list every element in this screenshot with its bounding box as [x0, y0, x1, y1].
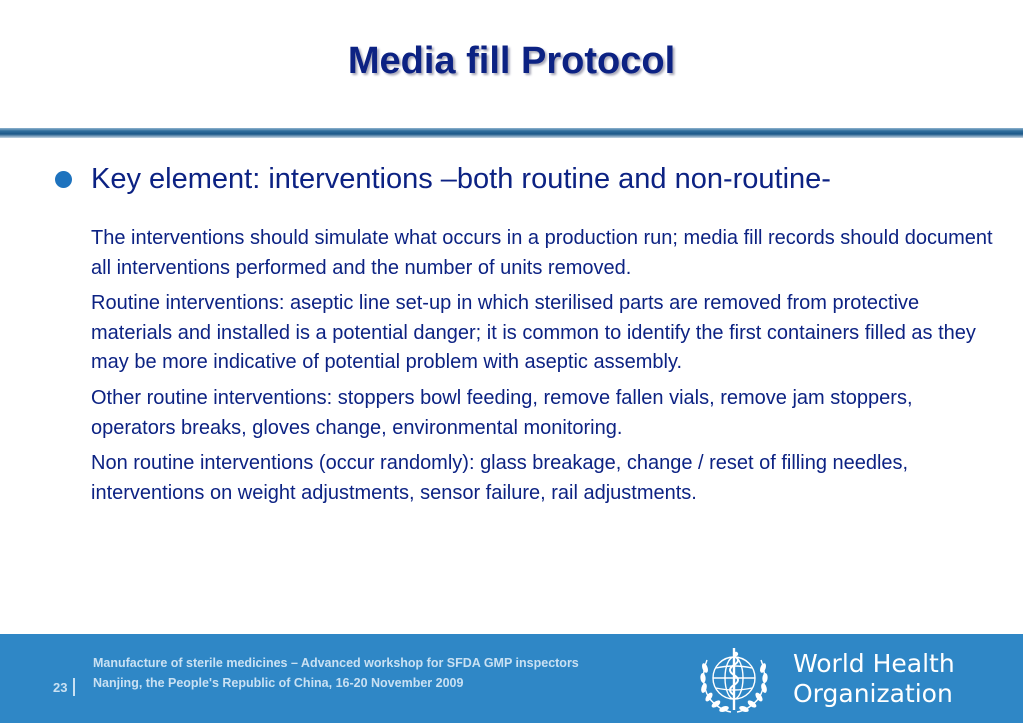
page-number: 23: [53, 680, 68, 695]
bullet-item: [55, 163, 995, 203]
page-separator: [73, 678, 75, 696]
footer-location-date: Nanjing, the People's Republic of China, 16-20 November 2009: [93, 676, 464, 690]
paragraph-routine-interventions: Routine interventions: aseptic line set-up in which sterilised parts are removed from protective materials and installed is a potential danger; it is common to identify the first containers filled as they may be more indicative of potential problem with aseptic assembly.: [91, 292, 976, 374]
who-emblem-icon: [693, 640, 775, 720]
footer-bar: [0, 634, 1023, 723]
org-name-line2: Organization: [793, 679, 953, 708]
bullet-dot-icon: [55, 171, 72, 188]
paragraph-non-routine-interventions: Non routine interventions (occur randomly): glass breakage, change / reset of filling needles, interventions on weight adjustments, sensor failure, rail adjustments.: [91, 452, 909, 504]
footer-workshop-title: Manufacture of sterile medicines – Advanced workshop for SFDA GMP inspectors: [93, 656, 579, 670]
paragraph-interventions-simulation: The interventions should simulate what occurs in a production run; media fill records should document all interventions performed and the number of units removed.: [91, 227, 993, 279]
sub-paragraphs: [91, 224, 996, 514]
paragraph-other-routine-interventions: Other routine interventions: stoppers bowl feeding, remove fallen vials, remove jam stoppers, operators breaks, gloves change, environmental monitoring.: [91, 386, 913, 439]
title-divider: [0, 128, 1023, 138]
slide-title: Media fill Protocol: [347, 40, 676, 82]
bullet-text: Key element: interventions –both routine and non-routine-: [91, 163, 831, 195]
org-name-line1: World Health: [793, 649, 955, 678]
